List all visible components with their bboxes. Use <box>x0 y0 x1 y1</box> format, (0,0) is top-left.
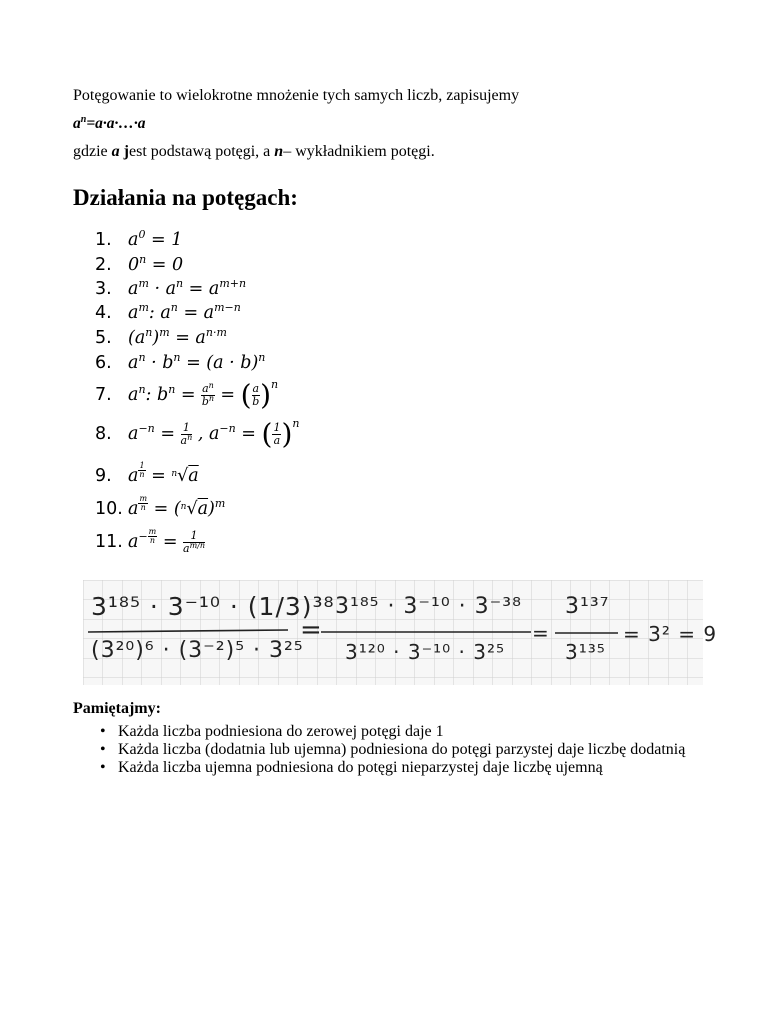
formula-exponent: n <box>80 114 87 125</box>
rule-5: 5. $(a^n)^m = a^{n\cdot m}$ <box>95 326 227 348</box>
rule-10: 10. a $^{\frac{m}{n}}$ = $(^n√a)^m$ <box>95 494 226 519</box>
formula-product: =a·a·…·a <box>86 115 146 132</box>
rule-number: 2. <box>95 255 112 275</box>
rule-9: 9. a $^{\frac{1}{n}}$ = $^n$√a <box>95 461 199 486</box>
power-definition-formula <box>73 116 146 132</box>
text-part: gdzie <box>73 143 112 160</box>
rule-7: 7. $a^n$: $b^n$ = $\frac{a^n}{b^n}$ = ( $\frac{a}{b}$ )$^n$ <box>95 377 279 412</box>
definition-explanation <box>73 144 435 160</box>
handwritten-example-image <box>83 580 718 685</box>
lhs-denominator: (3²⁰)⁶ · (3⁻²)⁵ · 3²⁵ <box>91 638 304 663</box>
rule-4: 4. $a^m$: $a^n = a^{m-n}$ <box>95 301 241 323</box>
remember-heading: Pamiętajmy: <box>73 700 161 717</box>
lhs-numerator: 3¹⁸⁵ · 3⁻¹⁰ · (1/3)³⁸ <box>91 592 335 621</box>
svg-text:=: = <box>300 615 322 645</box>
middle-denominator: 3¹²⁰ · 3⁻¹⁰ · 3²⁵ <box>345 640 505 664</box>
right-numerator: 3¹³⁷ <box>565 594 610 619</box>
rule-11: 11. $a^{- \frac{m}{n}}$ = $\frac{1}{a^{m/n}}$ <box>95 527 206 555</box>
exponent-symbol: n <box>274 143 284 160</box>
svg-text:=: = <box>532 621 549 645</box>
list-item: • Każda liczba (dodatnia lub ujemna) podniesiona do potęgi parzystej daje liczbę dodatnią <box>100 741 710 759</box>
right-denominator: 3¹³⁵ <box>565 640 606 664</box>
rule-number: 3. <box>95 279 112 299</box>
rule-number: 10. <box>95 498 123 519</box>
middle-numerator: 3¹⁸⁵ · 3⁻¹⁰ · 3⁻³⁸ <box>335 594 522 619</box>
text-part: est podstawą potęgi, a <box>128 143 275 160</box>
rule-1: 1. $a^0 = 1$ <box>95 228 183 250</box>
rule-number: 5. <box>95 328 112 348</box>
text-part: j <box>123 143 129 160</box>
section-heading: Działania na potęgach: <box>73 185 298 210</box>
rule-number: 1. <box>95 230 112 250</box>
list-item: • Każda liczba ujemna podniesiona do potęgi nieparzystej daje liczbę ujemną <box>100 759 710 777</box>
rule-number: 7. <box>95 384 112 405</box>
rule-8: 8. $a^{-n}$ = $\frac{1}{a^n}$ , $a^{-n}$ = ( $\frac{1}{a}$ )$^n$ <box>95 416 300 451</box>
rule-number: 6. <box>95 353 112 373</box>
rule-2: 2. $0^n = 0$ <box>95 253 184 275</box>
rule-6: 6. $a^n \cdot b^n = (a \cdot b)^n$ <box>95 351 266 373</box>
remember-list <box>100 723 710 777</box>
list-item: • Każda liczba podniesiona do zerowej potęgi daje 1 <box>100 723 710 741</box>
rule-number: 11. <box>95 531 123 552</box>
rule-3: 3. $a^m \cdot a^n = a^{m+n}$ <box>95 277 247 299</box>
intro-line: Potęgowanie to wielokrotne mnożenie tych samych liczb, zapisujemy <box>73 87 520 104</box>
result: = 3² = 9 <box>623 622 718 646</box>
formula-base: a <box>73 115 81 132</box>
rule-number: 4. <box>95 303 112 323</box>
base-symbol: a <box>111 143 120 160</box>
text-part: – wykładnikiem potęgi. <box>283 143 435 160</box>
rule-number: 8. <box>95 423 112 444</box>
rule-number: 9. <box>95 465 112 486</box>
